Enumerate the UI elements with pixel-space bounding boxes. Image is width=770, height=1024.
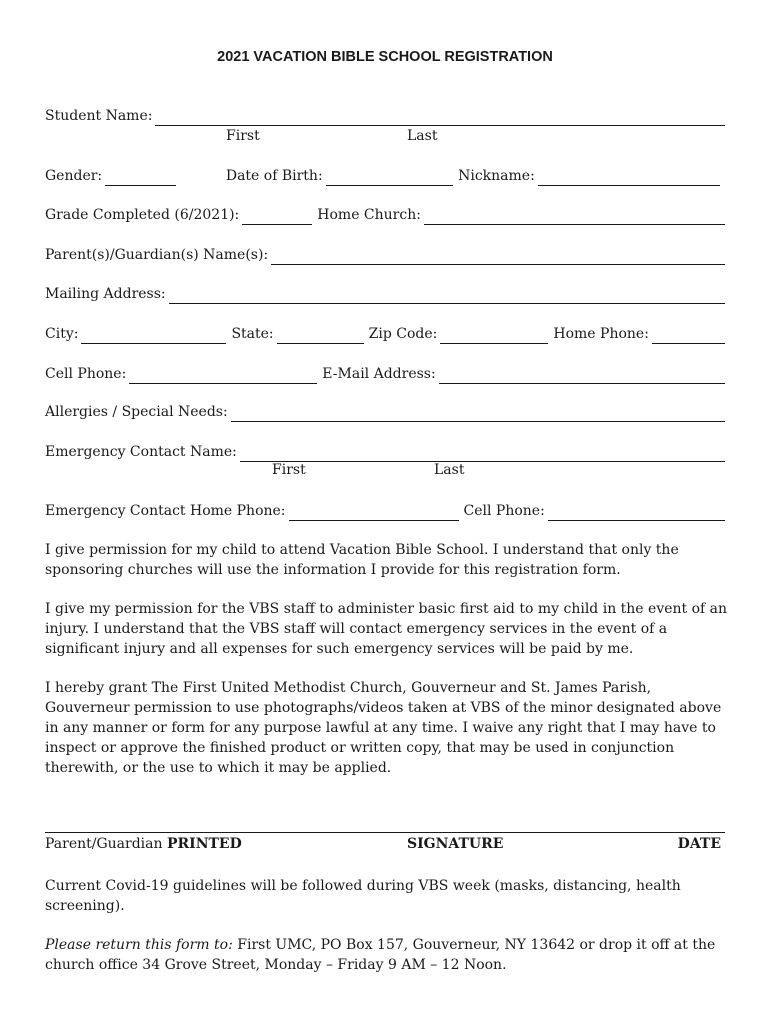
dob-label: Date of Birth: [225, 168, 323, 184]
emergency-name-row [45, 442, 725, 462]
date-caption: DATE [677, 836, 721, 852]
first-aid-permission-text: I give my permission for the VBS staff to administer basic first aid to my child in the event of an injury. I understand that the VBS staff will contact emergency services in the event of a significant injury and all expenses for such emergency services will be paid by me. [45, 601, 728, 657]
allergies-field[interactable] [231, 407, 725, 422]
parent-prefix: Parent/Guardian [45, 836, 163, 852]
state-label: State: [231, 326, 274, 342]
return-address: First UMC, PO Box 157, Gouverneur, NY 13642 or drop it off at the church office 34 Grove Street, Monday – Friday 9 AM – 12 Noon. [45, 937, 716, 973]
emergency-last-caption: Last [434, 462, 465, 478]
dob-field[interactable] [326, 171, 453, 186]
zip-label: Zip Code: [368, 326, 438, 342]
grade-field[interactable] [242, 210, 312, 225]
emergency-cell-field[interactable] [548, 506, 725, 521]
emergency-phone-row [45, 501, 725, 521]
mailing-field[interactable] [169, 289, 725, 304]
emergency-cell-label: Cell Phone: [463, 503, 545, 519]
return-instructions [45, 935, 735, 975]
cell-email-row [45, 364, 725, 384]
parents-label: Parent(s)/Guardian(s) Name(s): [45, 247, 269, 263]
home-church-field[interactable] [424, 210, 725, 225]
emergency-first-caption: First [272, 462, 306, 478]
form-title: 2021 VACATION BIBLE SCHOOL REGISTRATION [217, 49, 553, 65]
home-phone-field[interactable] [652, 329, 725, 344]
student-name-field[interactable] [155, 111, 725, 126]
home-phone-label: Home Phone: [553, 326, 649, 342]
gender-dob-row [45, 166, 725, 186]
signature-captions [45, 836, 725, 856]
city-field[interactable] [81, 329, 226, 344]
covid-note: Current Covid-19 guidelines will be followed during VBS week (masks, distancing, health screening). [45, 878, 681, 914]
attendance-permission-text: I give permission for my child to attend Vacation Bible School. I understand that only the sponsoring churches will use the information I provide for this registration form. [45, 542, 679, 578]
student-name-label: Student Name: [45, 108, 153, 124]
grade-label: Grade Completed (6/2021): [45, 207, 240, 223]
parent-printed-caption [45, 836, 242, 852]
cell-phone-label: Cell Phone: [45, 366, 127, 382]
signature-caption: SIGNATURE [407, 836, 504, 852]
email-field[interactable] [439, 369, 725, 384]
student-first-caption: First [226, 128, 260, 144]
photo-release-text: I hereby grant The First United Methodist Church, Gouverneur and St. James Parish, Gouverneur permission to use photographs/videos taken at VBS of the minor designated above in any manner or form for any purpose lawful at any time. I waive any right that I may have to inspect or approve the finished product or written copy, that may be used in conjunction therewith, or the use to which it may be applied. [45, 680, 722, 776]
mailing-row [45, 284, 725, 304]
emergency-name-field[interactable] [240, 447, 725, 462]
email-label: E-Mail Address: [322, 366, 436, 382]
gender-field[interactable] [105, 171, 176, 186]
student-name-row [45, 106, 725, 126]
allergies-row [45, 402, 725, 422]
mailing-label: Mailing Address: [45, 286, 166, 302]
allergies-label: Allergies / Special Needs: [45, 404, 228, 420]
parents-field[interactable] [271, 250, 725, 265]
zip-field[interactable] [440, 329, 548, 344]
emergency-home-label: Emergency Contact Home Phone: [45, 503, 286, 519]
home-church-label: Home Church: [317, 207, 421, 223]
grade-church-row [45, 205, 725, 225]
student-last-caption: Last [407, 128, 438, 144]
emergency-home-field[interactable] [289, 506, 459, 521]
nickname-field[interactable] [538, 171, 720, 186]
cell-phone-field[interactable] [129, 369, 317, 384]
parents-row [45, 245, 725, 265]
city-row [45, 324, 725, 344]
emergency-name-label: Emergency Contact Name: [45, 444, 237, 460]
nickname-label: Nickname: [458, 168, 535, 184]
printed-word: PRINTED [166, 836, 242, 852]
state-field[interactable] [277, 329, 364, 344]
signature-line[interactable] [45, 832, 725, 833]
city-label: City: [45, 326, 79, 342]
gender-label: Gender: [45, 168, 103, 184]
return-lead: Please return this form to: [45, 937, 233, 953]
